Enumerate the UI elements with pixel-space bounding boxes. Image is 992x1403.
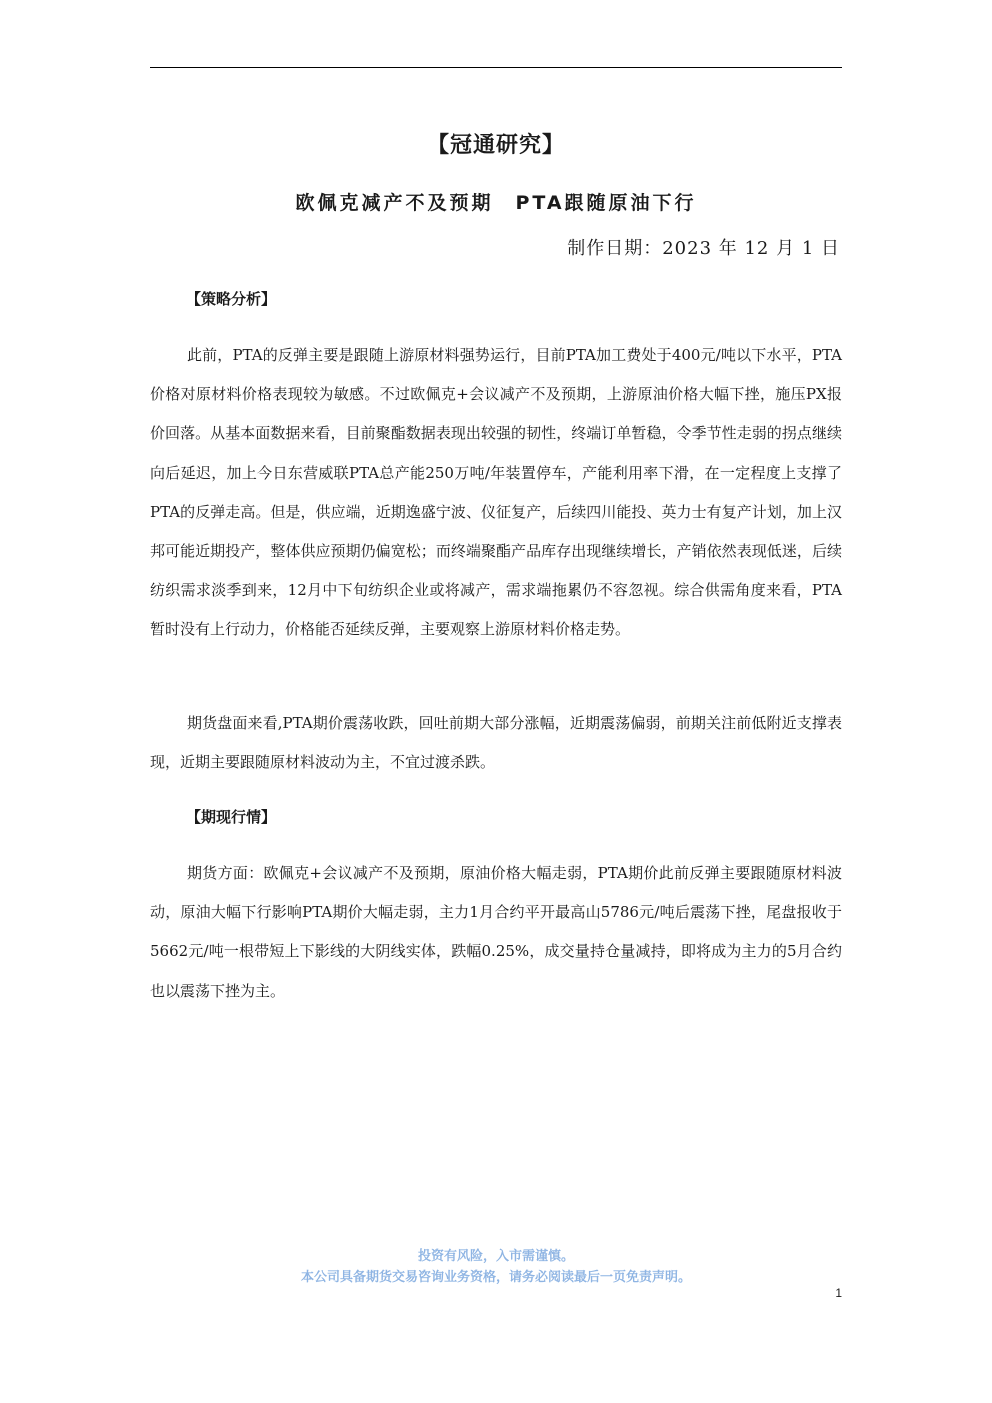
strategy-paragraph-2: 期货盘面来看,PTA期价震荡收跌，回吐前期大部分涨幅，近期震荡偏弱，前期关注前低附近支撑表现，近期主要跟随原材料波动为主，不宜过渡杀跌。	[150, 714, 842, 772]
header-rule	[150, 67, 842, 68]
disclaimer-notice: 本公司具备期货交易咨询业务资格，请务必阅读最后一页免责声明。	[300, 1270, 691, 1285]
report-title: 欧佩克减产不及预期 PTA跟随原油下行	[295, 192, 697, 214]
brand-title: 【冠通研究】	[426, 133, 565, 158]
risk-notice: 投资有风险，入市需谨慎。	[417, 1249, 574, 1264]
page-number: 1	[835, 1286, 842, 1300]
report-date: 制作日期：2023 年 12 月 1 日	[567, 238, 840, 259]
market-paragraph-1: 期货方面：欧佩克+会议减产不及预期，原油价格大幅走弱，PTA期价此前反弹主要跟随原材料波动，原油大幅下行影响PTA期价大幅走弱，主力1月合约平开最高山5786元/吨后震荡下挫，尾盘报收于5662元/吨一根带短上下影线的大阴线实体，跌幅0.25%，成交量持仓量减持，即将成为主力的5月合约也以震荡下挫为主。	[150, 864, 842, 1000]
strategy-paragraph-1: 此前，PTA的反弹主要是跟随上游原材料强势运行，目前PTA加工费处于400元/吨以下水平，PTA价格对原材料价格表现较为敏感。不过欧佩克+会议减产不及预期，上游原油价格大幅下挫，施压PX报价回落。从基本面数据来看，目前聚酯数据表现出较强的韧性，终端订单暂稳，令季节性走弱的拐点继续向后延迟，加上今日东营威联PTA总产能250万吨/年装置停车，产能利用率下滑，在一定程度上支撑了PTA的反弹走高。但是，供应端，近期逸盛宁波、仪征复产，后续四川能投、英力士有复产计划，加上汉邦可能近期投产，整体供应预期仍偏宽松；而终端聚酯产品库存出现继续增长，产销依然表现低迷，后续纺织需求淡季到来，12月中下旬纺织企业或将减产，需求端拖累仍不容忽视。综合供需角度来看，PTA暂时没有上行动力，价格能否延续反弹，主要观察上游原材料价格走势。	[150, 346, 842, 639]
section-heading-strategy: 【策略分析】	[186, 290, 277, 308]
section-heading-market: 【期现行情】	[186, 808, 277, 826]
